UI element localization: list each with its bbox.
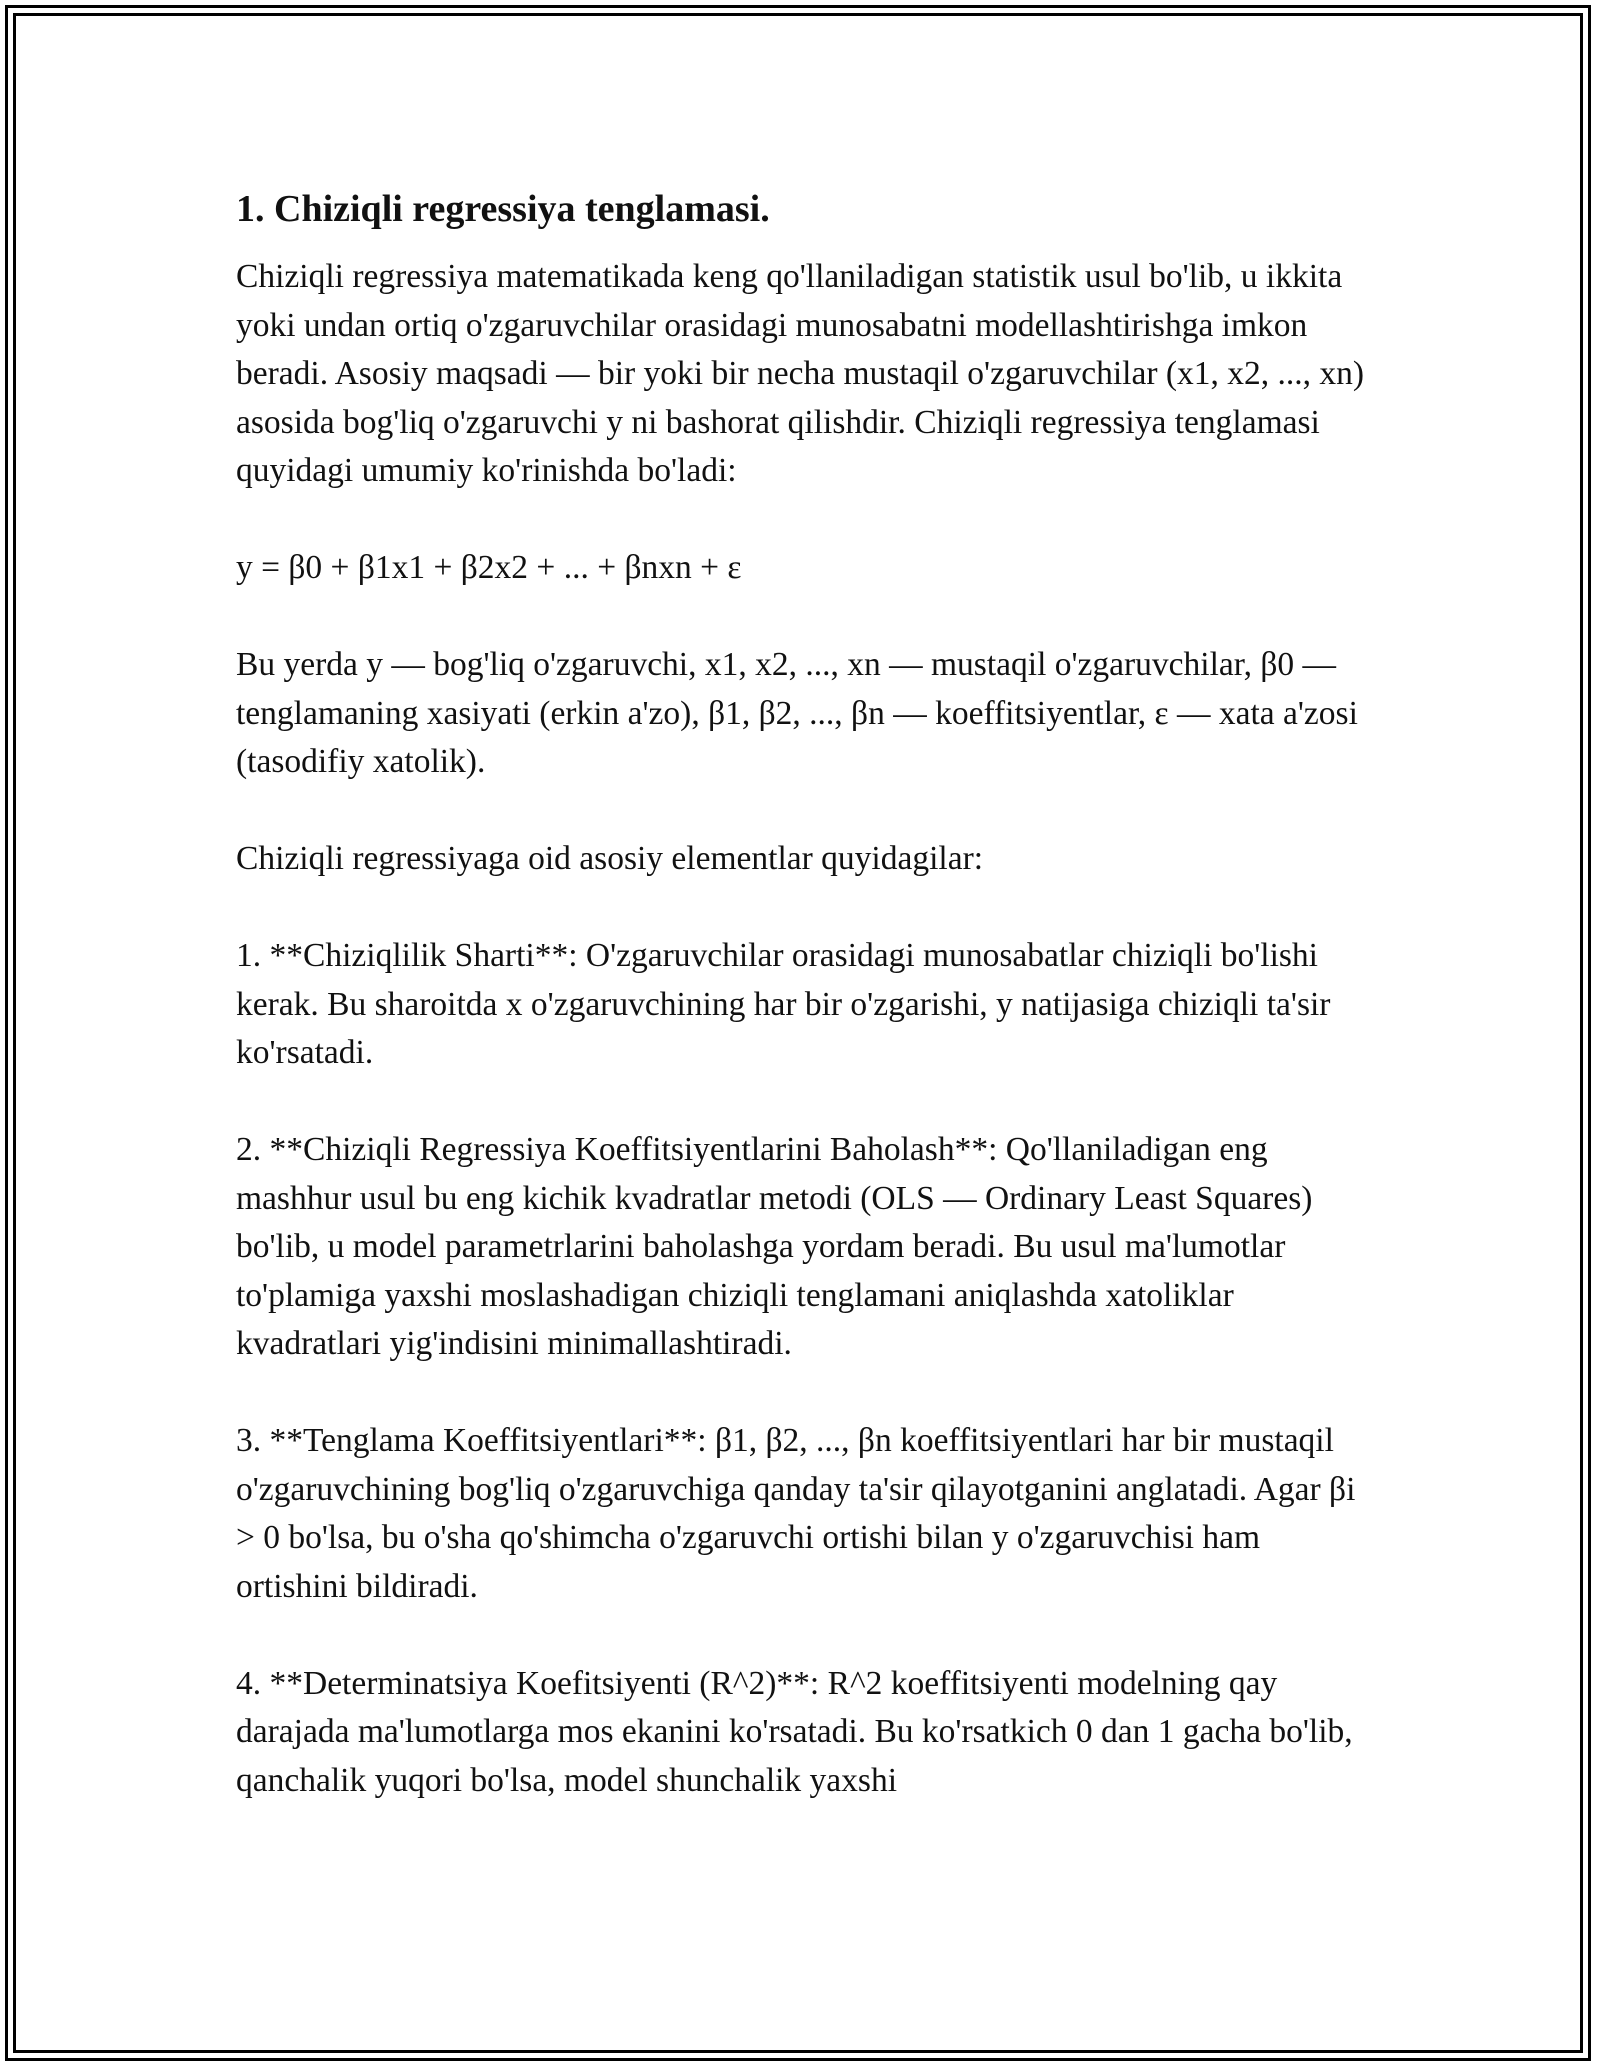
section-heading: 1. Chiziqli regressiya tenglamasi. — [236, 188, 770, 230]
list-item-determination: 4. **Determinatsiya Koefitsiyenti (R^2)**: R^2 koeffitsiyenti modelning qay darajada ma'lumotlarga mos ekanini ko'rsatadi. Bu ko'rsatkich 0 dan 1 gacha bo'lib, qanchalik yuqori bo'lsa, model shunchalik yaxshi — [236, 1664, 1353, 1799]
variables-explanation-paragraph: Bu yerda y — bog'liq o'zgaruvchi, x1, x2, ..., xn — mustaqil o'zgaruvchilar, β0 — tenglamaning xasiyati (erkin a'zo), β1, β2, ..., βn — koeffitsiyentlar, ε — xata a'zosi (tasodifiy xatolik). — [236, 646, 1358, 780]
document-body — [236, 185, 1366, 1805]
regression-equation: y = β0 + β1x1 + β2x2 + ... + βnxn + ε — [236, 549, 742, 586]
elements-intro-paragraph: Chiziqli regressiyaga oid asosiy elementlar quyidagilar: — [236, 840, 984, 877]
intro-paragraph: Chiziqli regressiya matematikada keng qo'llaniladigan statistik usul bo'lib, u ikkita yoki undan ortiq o'zgaruvchilar orasidagi munosabatni modellashtirishga imkon beradi. Asosiy maqsadi — bir yoki bir necha mustaqil o'zgaruvchilar (x1, x2, ..., xn) asosida bog'liq o'zgaruvchi y ni bashorat qilishdir. Chiziqli regressiya tenglamasi quyidagi umumiy ko'rinishda bo'ladi: — [236, 258, 1365, 489]
list-item-linearity: 1. **Chiziqlilik Sharti**: O'zgaruvchilar orasidagi munosabatlar chiziqli bo'lishi kerak. Bu sharoitda x o'zgaruvchining har bir o'zgarishi, y natijasiga chiziqli ta'sir ko'rsatadi. — [236, 937, 1331, 1071]
list-item-coefficients: 3. **Tenglama Koeffitsiyentlari**: β1, β2, ..., βn koeffitsiyentlari har bir mustaqil o'zgaruvchining bog'liq o'zgaruvchiga qanday ta'sir qilayotganini anglatadi. Agar βi > 0 bo'lsa, bu o'sha qo'shimcha o'zgaruvchi ortishi bilan y o'zgaruvchisi ham ortishini bildiradi. — [236, 1422, 1356, 1605]
list-item-estimation: 2. **Chiziqli Regressiya Koeffitsiyentlarini Baholash**: Qo'llaniladigan eng mashhur usul bu eng kichik kvadratlar metodi (OLS — Ordinary Least Squares) bo'lib, u model parametrlarini baholashga yordam beradi. Bu usul ma'lumotlar to'plamiga yaxshi moslashadigan chiziqli tenglamani aniqlashda xatoliklar kvadratlari yig'indisini minimallashtiradi. — [236, 1131, 1313, 1362]
